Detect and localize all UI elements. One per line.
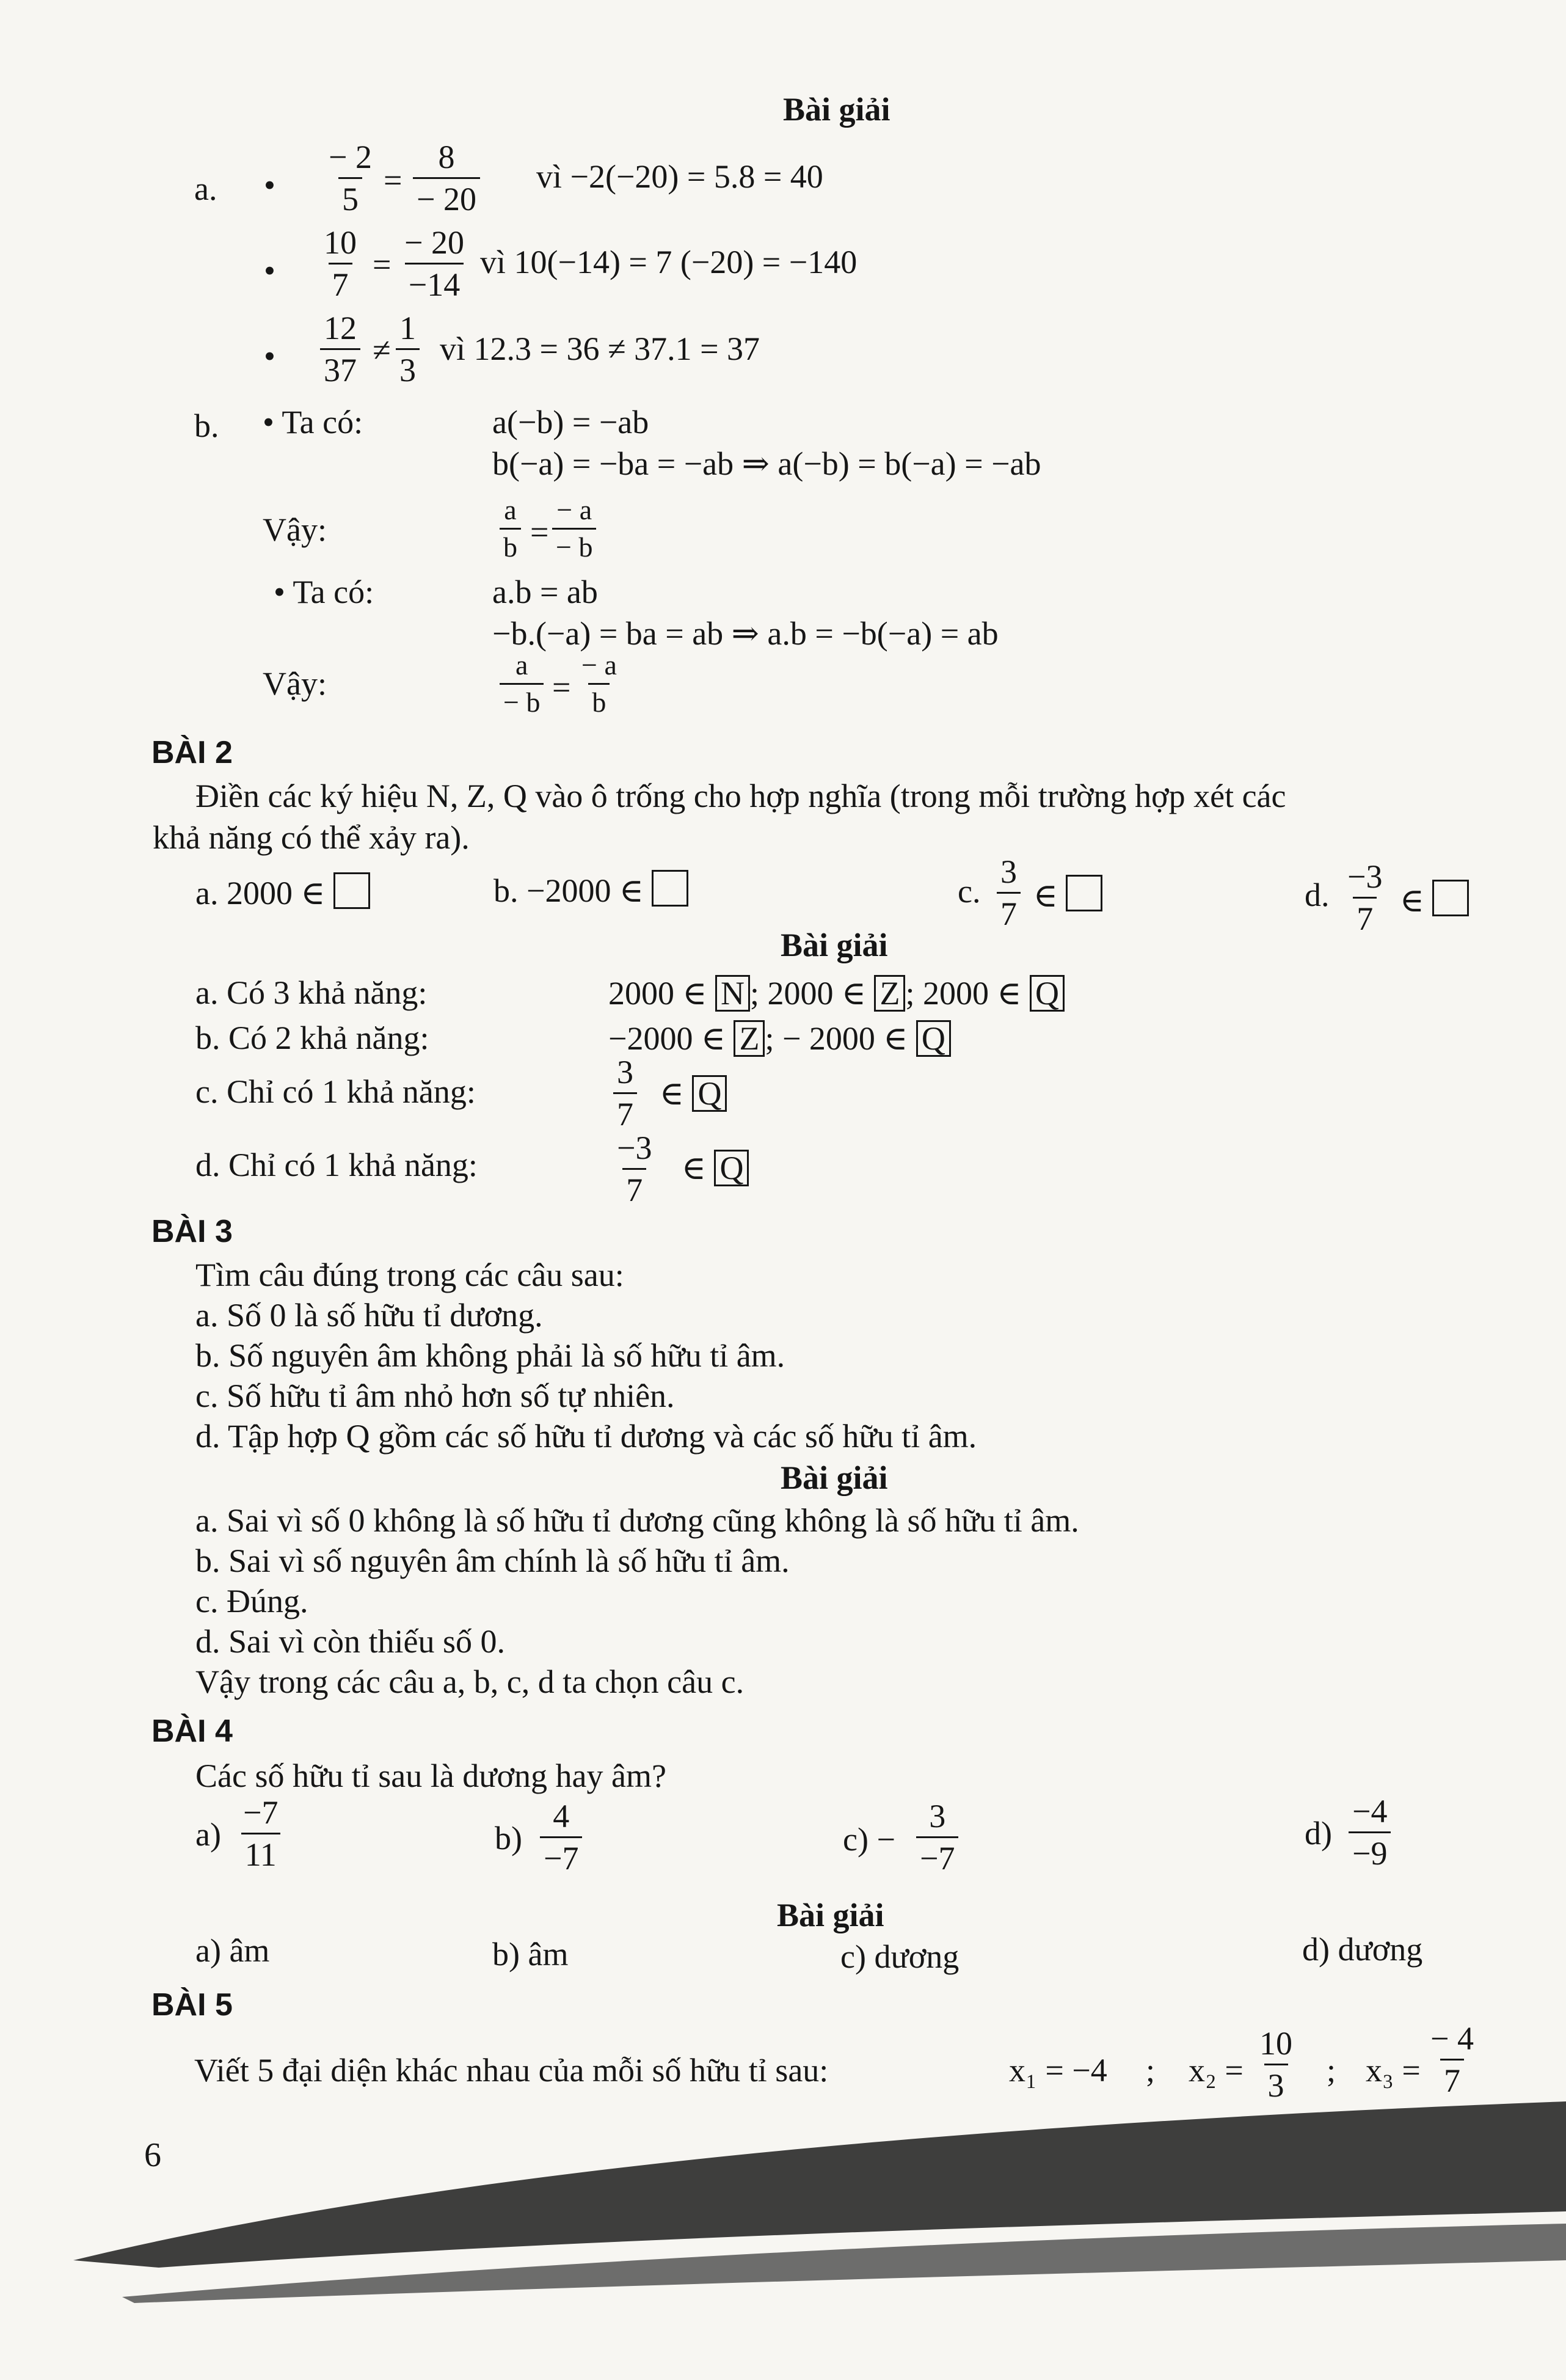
answer-label: c. Chỉ có 1 khả năng: bbox=[195, 1073, 476, 1110]
math-line: a(−b) = −ab bbox=[492, 404, 649, 440]
answer-item: d) dương bbox=[1302, 1931, 1423, 1968]
section-title-bai-5: BÀI 5 bbox=[151, 1987, 233, 2023]
solution-heading-3: Bài giải bbox=[781, 1459, 888, 1496]
fraction: $\frac{a}{b}$ bbox=[500, 496, 521, 561]
fraction: $\frac{3}{-7}$ bbox=[916, 1800, 958, 1875]
question-item: a. Số 0 là số hữu tỉ dương. bbox=[195, 1297, 543, 1334]
solution-heading-1: Bài giải bbox=[783, 91, 890, 128]
fraction: $\frac{3}{7}$ bbox=[997, 855, 1021, 930]
math-line: b(−a) = −ba = −ab ⇒ a(−b) = b(−a) = −ab bbox=[492, 445, 1041, 482]
math-line: −b.(−a) = ba = ab ⇒ a.b = −b(−a) = ab bbox=[492, 615, 999, 652]
question-c-label: c. bbox=[958, 873, 981, 910]
reason-text: vì 10(−14) = 7 (−20) = −140 bbox=[480, 244, 858, 280]
answer-label: b. Có 2 khả năng: bbox=[195, 1020, 429, 1056]
fraction: $\frac{4}{-7}$ bbox=[540, 1800, 582, 1875]
answer-math: ∈ Q bbox=[660, 1075, 727, 1112]
question-a: a. 2000 ∈ bbox=[195, 872, 370, 910]
equals-sign: = bbox=[530, 514, 549, 550]
fraction: $\frac{-4}{-9}$ bbox=[1349, 1795, 1391, 1870]
answer-label: d. Chỉ có 1 khả năng: bbox=[195, 1147, 478, 1183]
answer-item: b) âm bbox=[492, 1936, 569, 1973]
problem-text: khả năng có thể xảy ra). bbox=[153, 819, 470, 856]
section-title-bai-3: BÀI 3 bbox=[151, 1214, 233, 1249]
fraction: $\frac{- 20}{-14}$ bbox=[404, 224, 464, 303]
answer-label: a. Có 3 khả năng: bbox=[195, 974, 428, 1011]
item-label: d) bbox=[1305, 1815, 1332, 1852]
bullet: • bbox=[264, 167, 275, 203]
fraction: $\frac{-3}{7}$ bbox=[1347, 858, 1383, 937]
fraction: $\frac{12}{37}$ bbox=[320, 312, 360, 387]
not-equal-sign: ≠ bbox=[373, 332, 391, 368]
separator: ; bbox=[1146, 2052, 1156, 2089]
math-line: a.b = ab bbox=[492, 574, 598, 610]
fraction: $\frac{- a}{- b}$ bbox=[552, 496, 596, 561]
item-label: b) bbox=[495, 1820, 522, 1856]
question-item: b. Số nguyên âm không phải là số hữu tỉ âm. bbox=[195, 1337, 785, 1374]
ta-co-label: • Ta có: bbox=[263, 404, 363, 440]
x3-label: x₃ = bbox=[1366, 2052, 1421, 2089]
question-b: b. −2000 ∈ bbox=[493, 870, 688, 907]
solution-heading-2: Bài giải bbox=[781, 927, 888, 963]
answer-item: a. Sai vì số 0 không là số hữu tỉ dương cũng không là số hữu tỉ âm. bbox=[195, 1502, 1079, 1539]
fraction: $\frac{- 2}{5}$ bbox=[329, 139, 372, 217]
answer-item: b. Sai vì số nguyên âm chính là số hữu tỉ âm. bbox=[195, 1542, 790, 1579]
ta-co-label: • Ta có: bbox=[274, 574, 374, 610]
x1-value: x₁ = −4 bbox=[1009, 2052, 1107, 2089]
reason-text: vì 12.3 = 36 ≠ 37.1 = 37 bbox=[440, 330, 760, 367]
separator: ; bbox=[1327, 2052, 1336, 2089]
answer-math: ∈ Q bbox=[682, 1150, 749, 1186]
answer-item: c. Đúng. bbox=[195, 1583, 308, 1619]
equals-sign: = bbox=[552, 669, 571, 706]
fraction: $\frac{- a}{b}$ bbox=[581, 649, 617, 718]
answer-math: 2000 ∈ N ; 2000 ∈ Z ; 2000 ∈ Q bbox=[608, 975, 1065, 1012]
problem-text: Các số hữu tỉ sau là dương hay âm? bbox=[195, 1758, 666, 1794]
question-item: d. Tập hợp Q gồm các số hữu tỉ dương và các số hữu tỉ âm. bbox=[195, 1418, 977, 1455]
question-c-symbol: ∈ bbox=[1033, 875, 1102, 912]
question-d-label: d. bbox=[1305, 877, 1330, 913]
fraction: $\frac{a}{- b}$ bbox=[500, 651, 544, 717]
vay-label: Vậy: bbox=[263, 511, 327, 548]
equals-sign: = bbox=[384, 162, 402, 199]
solution-heading-4: Bài giải bbox=[777, 1897, 884, 1933]
equals-sign: = bbox=[373, 246, 392, 283]
question-d-symbol: ∈ bbox=[1400, 880, 1469, 917]
answer-item: Vậy trong các câu a, b, c, d ta chọn câu c. bbox=[195, 1663, 745, 1700]
section-title-bai-2: BÀI 2 bbox=[151, 735, 233, 770]
page-number: 6 bbox=[144, 2136, 161, 2174]
problem-text: Tìm câu đúng trong các câu sau: bbox=[195, 1257, 624, 1293]
problem-text: Điền các ký hiệu N, Z, Q vào ô trống cho hợp nghĩa (trong mỗi trường hợp xét các bbox=[195, 778, 1286, 814]
bullet: • bbox=[264, 338, 275, 374]
section-title-bai-4: BÀI 4 bbox=[151, 1714, 233, 1749]
answer-item: c) dương bbox=[840, 1938, 960, 1975]
fraction: $\frac{-7}{11}$ bbox=[239, 1796, 282, 1871]
item-a-label: a. bbox=[194, 170, 217, 207]
fraction: $\frac{8}{- 20}$ bbox=[413, 141, 480, 216]
fraction: $\frac{- 4}{7}$ bbox=[1430, 2020, 1474, 2099]
problem-text: Viết 5 đại diện khác nhau của mỗi số hữu tỉ sau: bbox=[194, 2052, 829, 2089]
answer-math: −2000 ∈ Z ; − 2000 ∈ Q bbox=[608, 1020, 951, 1057]
reason-text: vì −2(−20) = 5.8 = 40 bbox=[536, 158, 823, 195]
x2-label: x₂ = bbox=[1189, 2052, 1244, 2089]
fraction: $\frac{10}{7}$ bbox=[324, 224, 357, 303]
item-label: a) bbox=[195, 1816, 221, 1853]
fraction: $\frac{3}{7}$ bbox=[613, 1056, 637, 1131]
fraction: $\frac{1}{3}$ bbox=[396, 312, 420, 387]
answer-item: a) âm bbox=[195, 1932, 270, 1969]
answer-item: d. Sai vì còn thiếu số 0. bbox=[195, 1623, 505, 1660]
bullet: • bbox=[264, 252, 275, 289]
fraction: $\frac{-3}{7}$ bbox=[617, 1130, 652, 1208]
item-b-label: b. bbox=[194, 407, 219, 444]
vay-label: Vậy: bbox=[263, 665, 327, 702]
item-label: c) − bbox=[843, 1821, 895, 1858]
question-item: c. Số hữu tỉ âm nhỏ hơn số tự nhiên. bbox=[195, 1378, 675, 1414]
fraction: $\frac{10}{3}$ bbox=[1259, 2025, 1292, 2104]
